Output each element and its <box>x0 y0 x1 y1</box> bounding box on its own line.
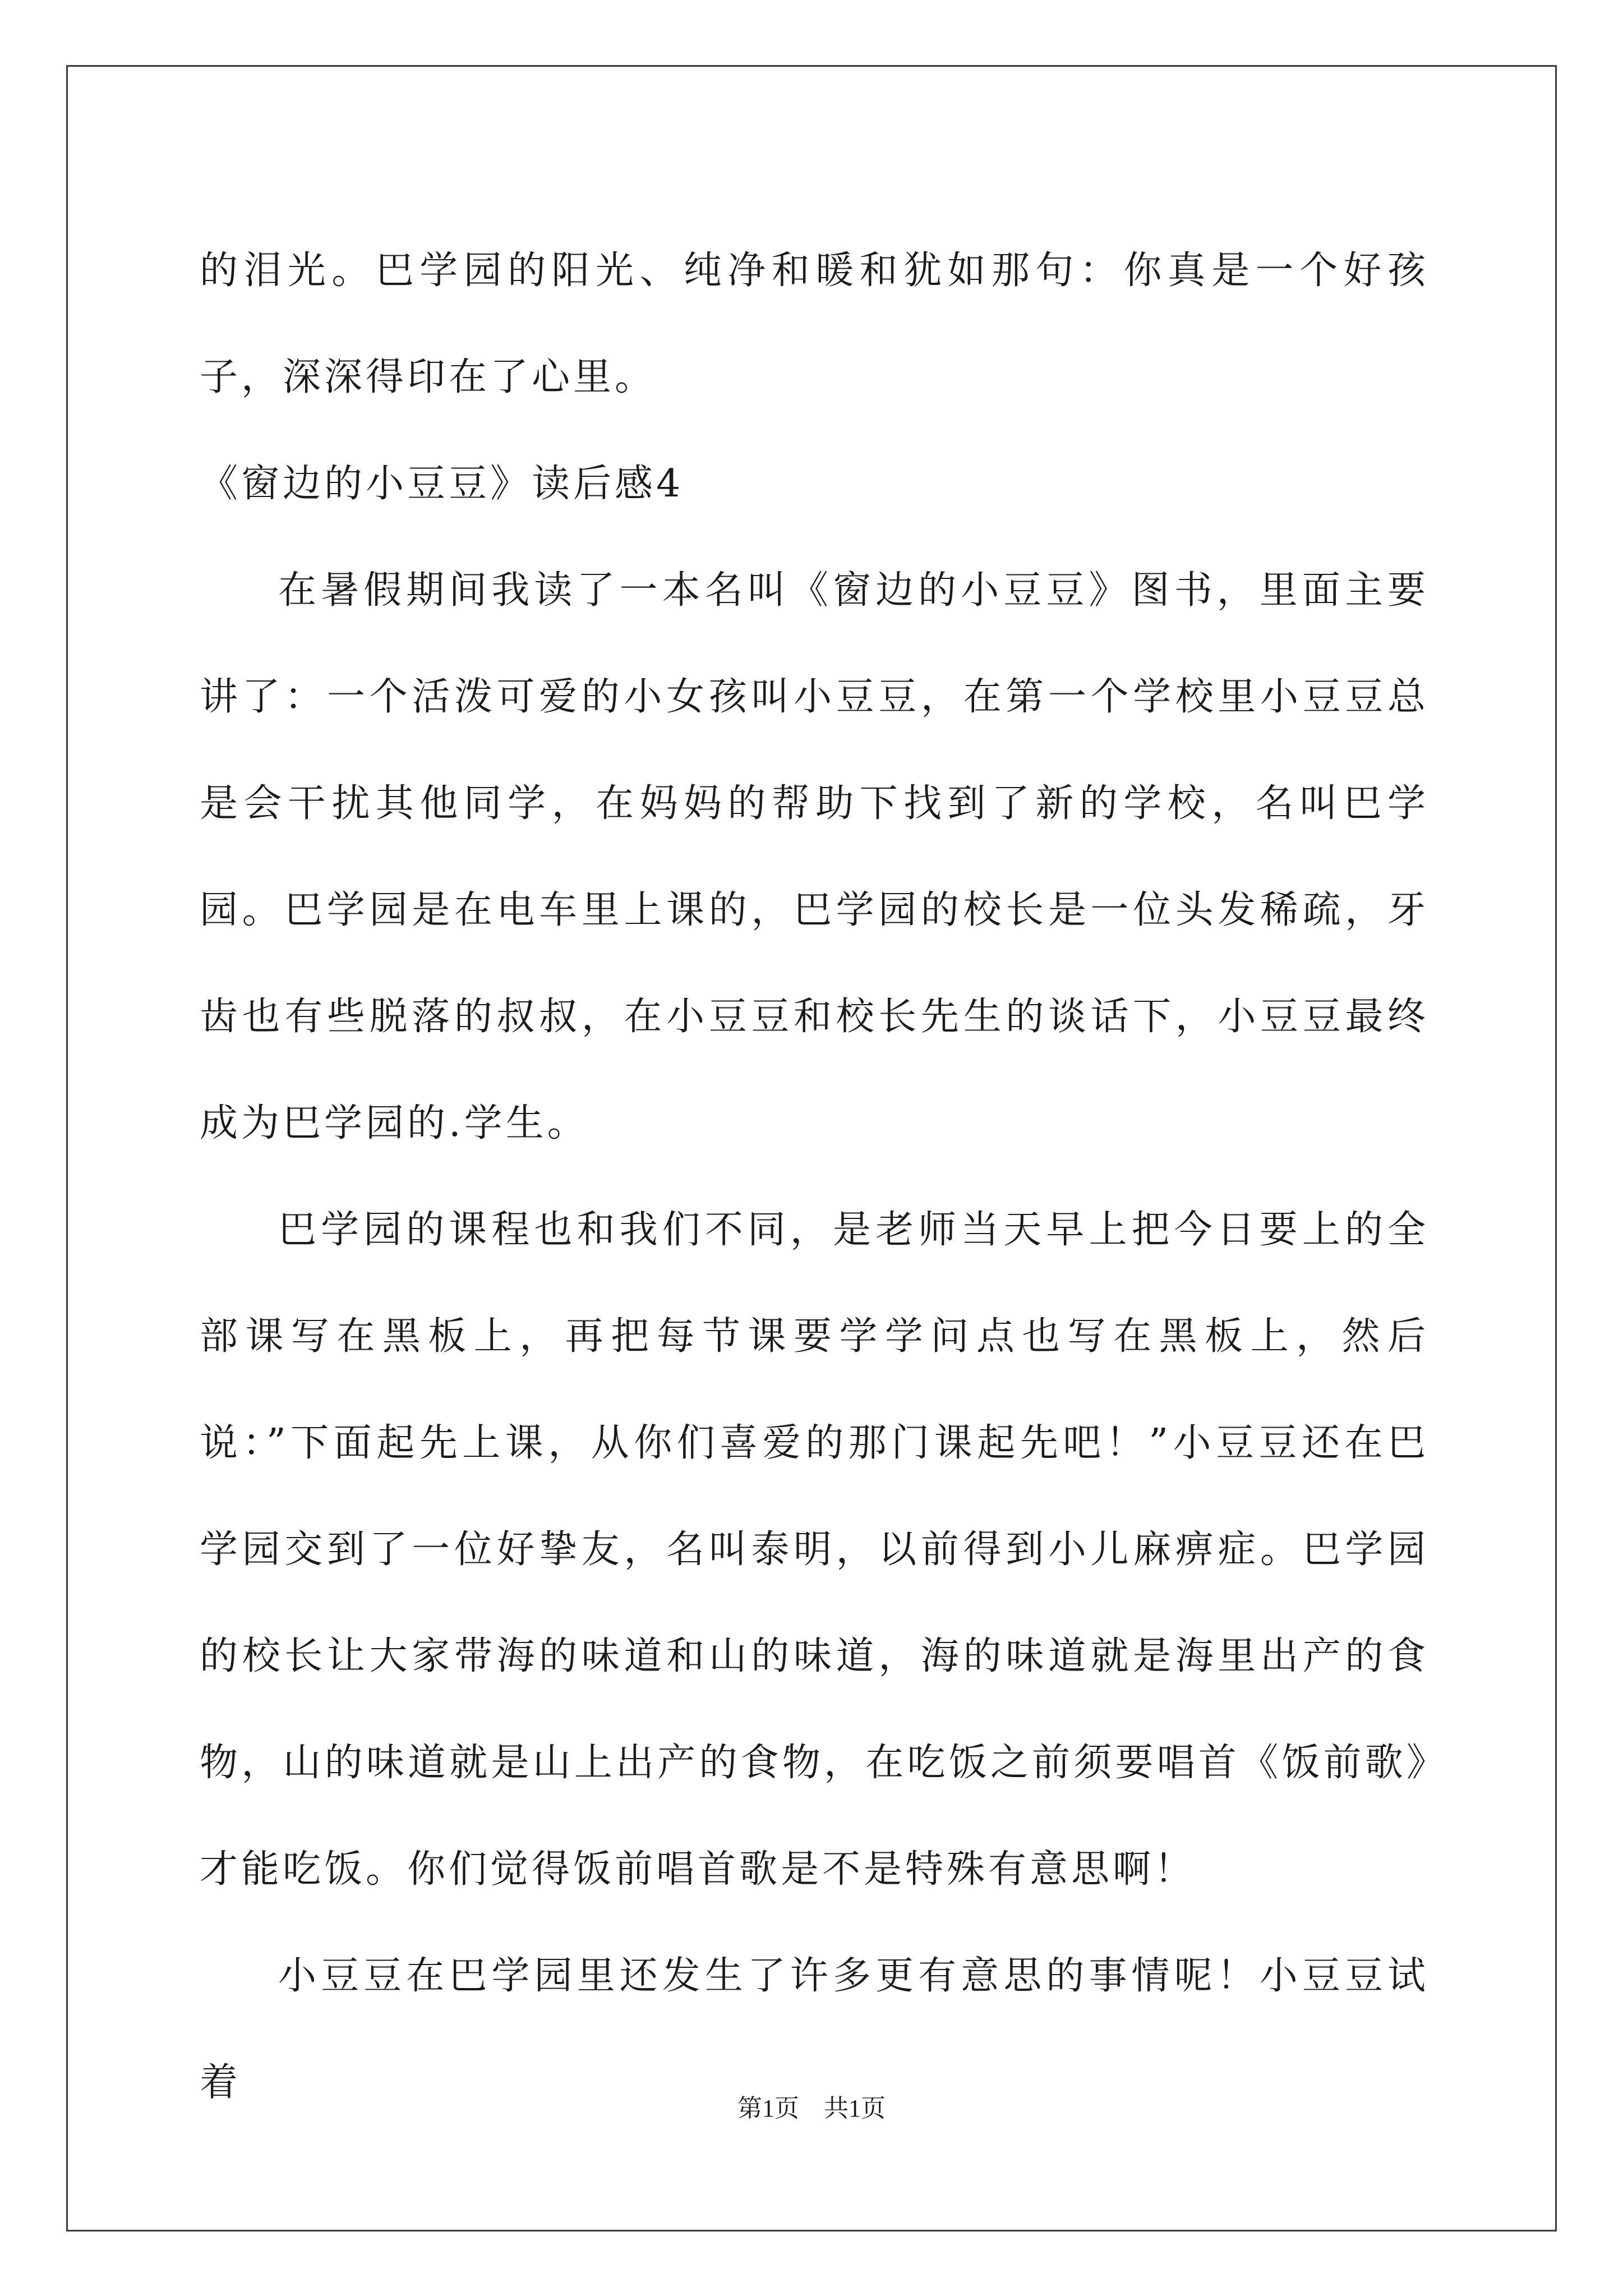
document-body <box>200 218 1429 2136</box>
paragraph-curriculum: 巴学园的课程也和我们不同，是老师当天早上把今日要上的全部课写在黑板上，再把每节课要学学问点也写在黑板上，然后说：”下面起先上课，从你们喜爱的那门课起先吧！”小豆豆还在巴学园交到了一位好挚友，名叫泰明，以前得到小儿麻痹症。巴学园的校长让大家带海的味道和山的味道，海的味道就是海里出产的食物，山的味道就是山上出产的食物，在吃饭之前须要唱首《饭前歌》才能吃饭。你们觉得饭前唱首歌是不是特殊有意思啊！ <box>200 1208 1429 1892</box>
paragraph-more-stories: 小豆豆在巴学园里还发生了许多更有意思的事情呢！小豆豆试着 <box>200 1954 1429 2105</box>
paragraph-continuation: 的泪光。巴学园的阳光、纯净和暖和犹如那句：你真是一个好孩子，深深得印在了心里。 <box>200 249 1429 399</box>
section-heading: 《窗边的小豆豆》读后感4 <box>200 462 684 506</box>
page-number-footer: 第1页 共1页 <box>737 2095 886 2122</box>
paragraph-intro: 在暑假期间我读了一本名叫《窗边的小豆豆》图书，里面主要讲了：一个活泼可爱的小女孩叫小豆豆，在第一个学校里小豆豆总是会干扰其他同学，在妈妈的帮助下找到了新的学校，名叫巴学园。巴学园是在电车里上课的，巴学园的校长是一位头发稀疏，牙齿也有些脱落的叔叔，在小豆豆和校长先生的谈话下，小豆豆最终成为巴学园的.学生。 <box>200 568 1429 1145</box>
